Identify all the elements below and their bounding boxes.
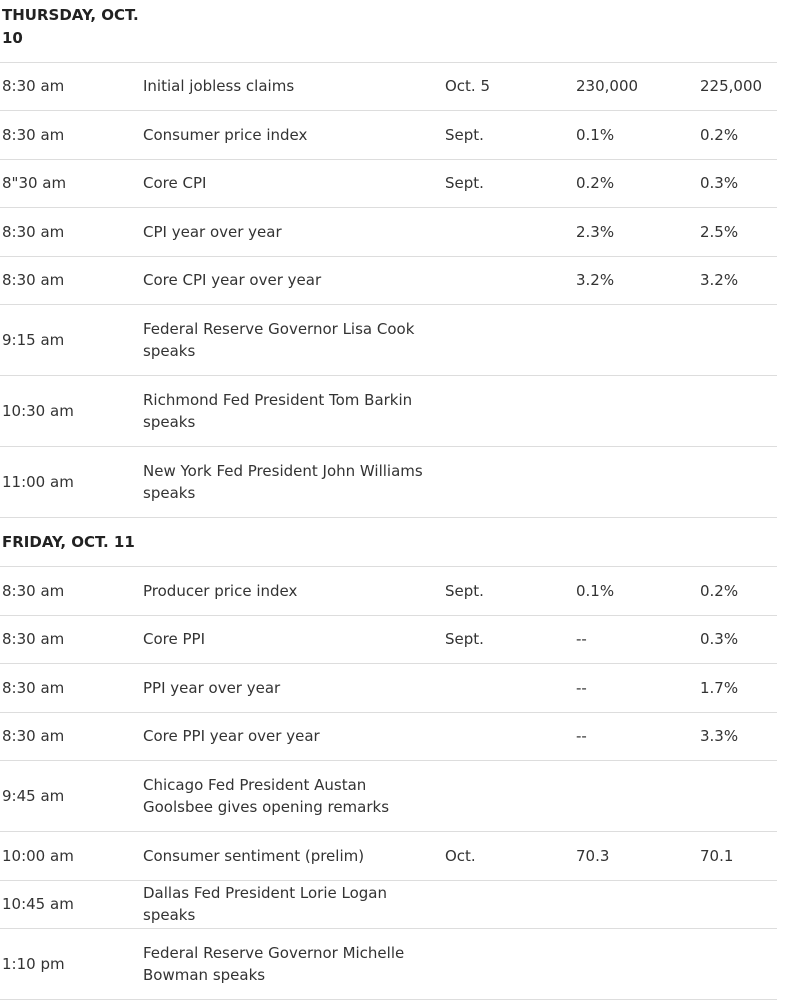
value-cell bbox=[573, 447, 697, 518]
table-row bbox=[0, 256, 777, 305]
value-cell bbox=[573, 761, 697, 832]
period-cell: Oct. 5 bbox=[442, 62, 573, 111]
time-cell: 8:30 am bbox=[0, 615, 141, 664]
event-cell: Core PPI year over year bbox=[141, 712, 442, 761]
time-cell: 10:00 am bbox=[0, 832, 141, 881]
time-cell: 9:15 am bbox=[0, 305, 141, 376]
forecast-cell bbox=[697, 761, 777, 832]
forecast-cell bbox=[697, 880, 777, 929]
time-cell: 8:30 am bbox=[0, 664, 141, 713]
value-cell bbox=[573, 376, 697, 447]
time-cell: 11:00 am bbox=[0, 447, 141, 518]
period-cell bbox=[442, 447, 573, 518]
table-row bbox=[0, 880, 777, 929]
period-cell: Sept. bbox=[442, 159, 573, 208]
event-cell: Initial jobless claims bbox=[141, 62, 442, 111]
day-heading-row bbox=[0, 0, 777, 62]
event-cell: Dallas Fed President Lorie Logan speaks bbox=[141, 880, 442, 929]
time-cell: 10:30 am bbox=[0, 376, 141, 447]
value-cell bbox=[573, 305, 697, 376]
table-row bbox=[0, 447, 777, 518]
event-cell: CPI year over year bbox=[141, 208, 442, 257]
table-row bbox=[0, 111, 777, 160]
value-cell bbox=[573, 880, 697, 929]
table-row bbox=[0, 615, 777, 664]
event-cell: Federal Reserve Governor Michelle Bowman speaks bbox=[141, 929, 442, 1000]
event-cell: Core CPI bbox=[141, 159, 442, 208]
event-cell: Chicago Fed President Austan Goolsbee gives opening remarks bbox=[141, 761, 442, 832]
day-heading: THURSDAY, OCT. 10 bbox=[2, 6, 139, 47]
value-cell: 2.3% bbox=[573, 208, 697, 257]
forecast-cell: 70.1 bbox=[697, 832, 777, 881]
value-cell: -- bbox=[573, 615, 697, 664]
period-cell bbox=[442, 664, 573, 713]
event-cell: Core PPI bbox=[141, 615, 442, 664]
forecast-cell bbox=[697, 929, 777, 1000]
value-cell: -- bbox=[573, 664, 697, 713]
value-cell: 0.1% bbox=[573, 111, 697, 160]
period-cell bbox=[442, 712, 573, 761]
value-cell: 0.2% bbox=[573, 159, 697, 208]
time-cell: 8:30 am bbox=[0, 62, 141, 111]
time-cell: 8:30 am bbox=[0, 256, 141, 305]
time-cell: 8:30 am bbox=[0, 567, 141, 616]
period-cell: Oct. bbox=[442, 832, 573, 881]
time-cell: 8"30 am bbox=[0, 159, 141, 208]
forecast-cell: 3.2% bbox=[697, 256, 777, 305]
event-cell: Core CPI year over year bbox=[141, 256, 442, 305]
forecast-cell bbox=[697, 305, 777, 376]
forecast-cell bbox=[697, 447, 777, 518]
period-cell bbox=[442, 761, 573, 832]
period-cell: Sept. bbox=[442, 567, 573, 616]
value-cell: -- bbox=[573, 712, 697, 761]
event-cell: Richmond Fed President Tom Barkin speaks bbox=[141, 376, 442, 447]
table-row bbox=[0, 832, 777, 881]
event-cell: PPI year over year bbox=[141, 664, 442, 713]
period-cell bbox=[442, 880, 573, 929]
period-cell bbox=[442, 208, 573, 257]
time-cell: 8:30 am bbox=[0, 208, 141, 257]
period-cell bbox=[442, 305, 573, 376]
table-row bbox=[0, 376, 777, 447]
forecast-cell: 2.5% bbox=[697, 208, 777, 257]
day-heading: FRIDAY, OCT. 11 bbox=[2, 533, 135, 551]
table-row bbox=[0, 62, 777, 111]
forecast-cell: 0.2% bbox=[697, 111, 777, 160]
value-cell: 230,000 bbox=[573, 62, 697, 111]
time-cell: 1:10 pm bbox=[0, 929, 141, 1000]
period-cell: Sept. bbox=[442, 111, 573, 160]
period-cell bbox=[442, 929, 573, 1000]
table-row bbox=[0, 664, 777, 713]
time-cell: 10:45 am bbox=[0, 880, 141, 929]
forecast-cell: 225,000 bbox=[697, 62, 777, 111]
value-cell: 0.1% bbox=[573, 567, 697, 616]
table-row bbox=[0, 159, 777, 208]
time-cell: 8:30 am bbox=[0, 712, 141, 761]
forecast-cell: 0.3% bbox=[697, 615, 777, 664]
value-cell: 70.3 bbox=[573, 832, 697, 881]
time-cell: 8:30 am bbox=[0, 111, 141, 160]
table-row bbox=[0, 761, 777, 832]
table-row bbox=[0, 208, 777, 257]
forecast-cell: 3.3% bbox=[697, 712, 777, 761]
time-cell: 9:45 am bbox=[0, 761, 141, 832]
value-cell: 3.2% bbox=[573, 256, 697, 305]
table-row bbox=[0, 712, 777, 761]
period-cell bbox=[442, 256, 573, 305]
event-cell: Consumer sentiment (prelim) bbox=[141, 832, 442, 881]
period-cell bbox=[442, 376, 573, 447]
event-cell: New York Fed President John Williams speaks bbox=[141, 447, 442, 518]
forecast-cell: 0.3% bbox=[697, 159, 777, 208]
event-cell: Producer price index bbox=[141, 567, 442, 616]
table-row bbox=[0, 305, 777, 376]
day-heading-row bbox=[0, 518, 777, 567]
forecast-cell: 0.2% bbox=[697, 567, 777, 616]
forecast-cell bbox=[697, 376, 777, 447]
table-row bbox=[0, 567, 777, 616]
table-row bbox=[0, 929, 777, 1000]
event-cell: Consumer price index bbox=[141, 111, 442, 160]
value-cell bbox=[573, 929, 697, 1000]
period-cell: Sept. bbox=[442, 615, 573, 664]
forecast-cell: 1.7% bbox=[697, 664, 777, 713]
event-cell: Federal Reserve Governor Lisa Cook speaks bbox=[141, 305, 442, 376]
